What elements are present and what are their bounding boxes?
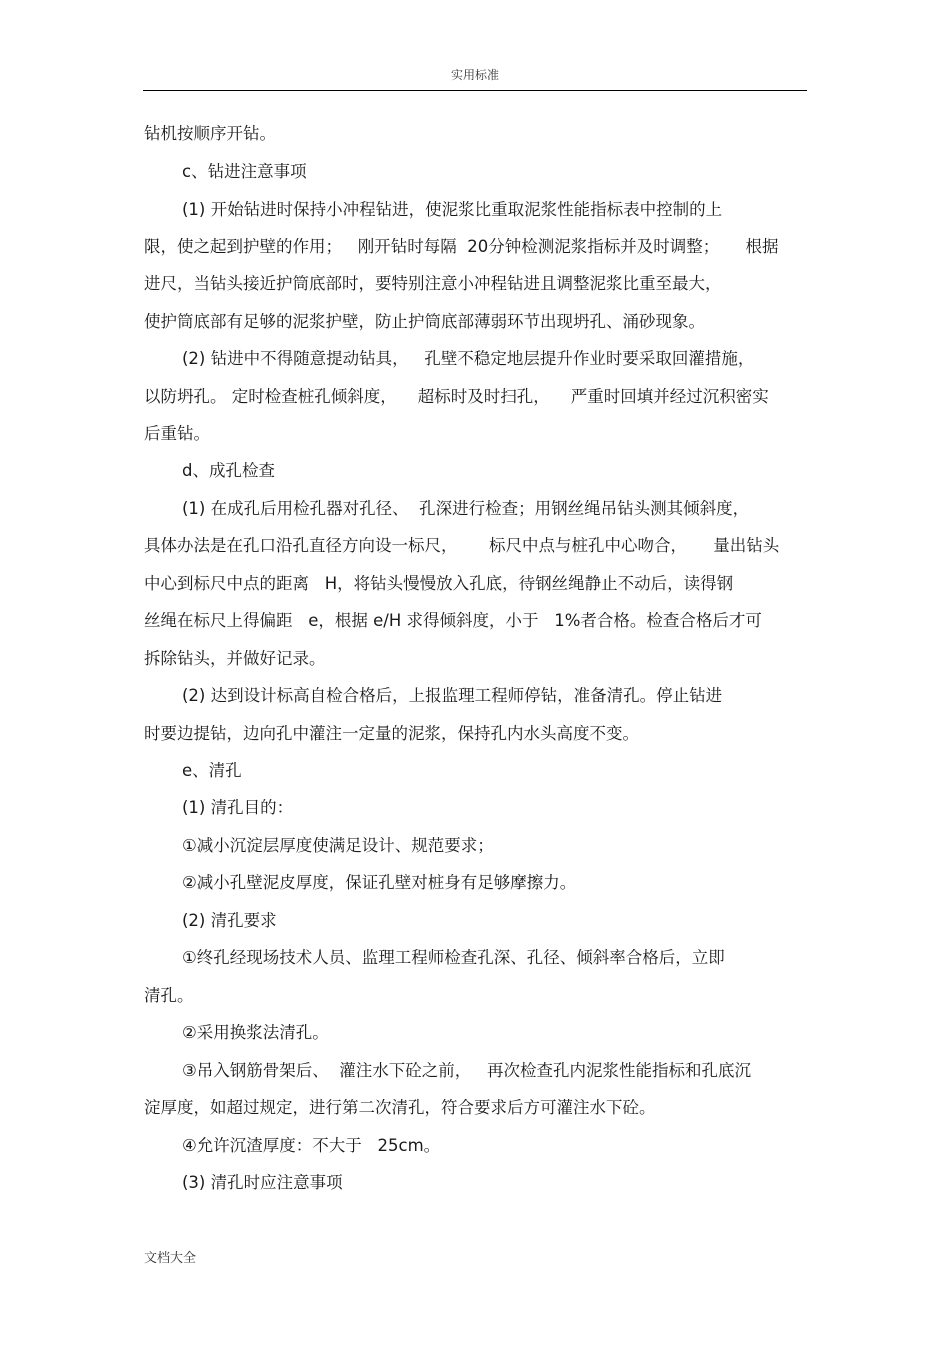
list-item: ④允许沉渣厚度：不大于 25cm。 [182, 1136, 441, 1155]
text-line: (1) 在成孔后用检孔器对孔径、 孔深进行检查；用钢丝绳吊钻头测其倾斜度， [182, 499, 750, 518]
text-line: (3) 清孔时应注意事项 [182, 1173, 343, 1192]
text-line: 使护筒底部有足够的泥浆护壁，防止护筒底部薄弱环节出现坍孔、涌砂现象。 [144, 312, 705, 331]
text-line: 以防坍孔。 定时检查桩孔倾斜度， 超标时及时扫孔， 严重时回填并经过沉积密实 [144, 387, 769, 406]
list-item: ①终孔经现场技术人员、监理工程师检查孔深、孔径、倾斜率合格后，立即 [182, 948, 725, 967]
header-divider [143, 90, 807, 91]
list-item: ③吊入钢筋骨架后、 灌注水下砼之前， 再次检查孔内泥浆性能指标和孔底沉 [182, 1061, 752, 1080]
text-line: 淀厚度，如超过规定，进行第二次清孔，符合要求后方可灌注水下砼。 [144, 1098, 656, 1117]
text-line: (2) 达到设计标高自检合格后，上报监理工程师停钻，准备清孔。停止钻进 [182, 686, 723, 705]
text-line: (1) 清孔目的： [182, 798, 294, 817]
text-line: 进尺，当钻头接近护筒底部时，要特别注意小冲程钻进且调整泥浆比重至最大， [144, 274, 722, 293]
text-line: 钻机按顺序开钻。 [144, 124, 276, 143]
text-line: (2) 钻进中不得随意提动钻具， 孔壁不稳定地层提升作业时要采取回灌措施， [182, 349, 755, 368]
page-header-title: 实用标准 [450, 68, 499, 82]
text-line: 后重钻。 [144, 424, 210, 443]
section-heading: c、钻进注意事项 [182, 162, 307, 181]
text-line: (2) 清孔要求 [182, 911, 277, 930]
section-heading: e、清孔 [182, 761, 242, 780]
list-item: ①减小沉淀层厚度使满足设计、规范要求； [182, 836, 494, 855]
page-footer-text: 文档大全 [144, 1251, 197, 1266]
text-line: 中心到标尺中点的距离 H，将钻头慢慢放入孔底，待钢丝绳静止不动后，读得钢 [144, 574, 734, 593]
list-item: ②减小孔壁泥皮厚度，保证孔壁对桩身有足够摩擦力。 [182, 873, 577, 892]
text-line: (1) 开始钻进时保持小冲程钻进，使泥浆比重取泥浆性能指标表中控制的上 [182, 200, 723, 219]
section-heading: d、成孔检查 [182, 461, 275, 480]
text-line: 限，使之起到护壁的作用； 刚开钻时每隔 20分钟检测泥浆指标并及时调整； 根据 [144, 237, 779, 256]
text-line: 清孔。 [144, 986, 194, 1005]
text-line: 丝绳在标尺上得偏距 e，根据 e/H 求得倾斜度，小于 1%者合格。检查合格后才可 [144, 611, 762, 630]
text-line: 时要边提钻，边向孔中灌注一定量的泥浆，保持孔内水头高度不变。 [144, 724, 639, 743]
list-item: ②采用换浆法清孔。 [182, 1023, 329, 1042]
text-line: 具体办法是在孔口沿孔直径方向设一标尺， 标尺中点与桩孔中心吻合， 量出钻头 [144, 536, 780, 555]
text-line: 拆除钻头，并做好记录。 [144, 649, 326, 668]
